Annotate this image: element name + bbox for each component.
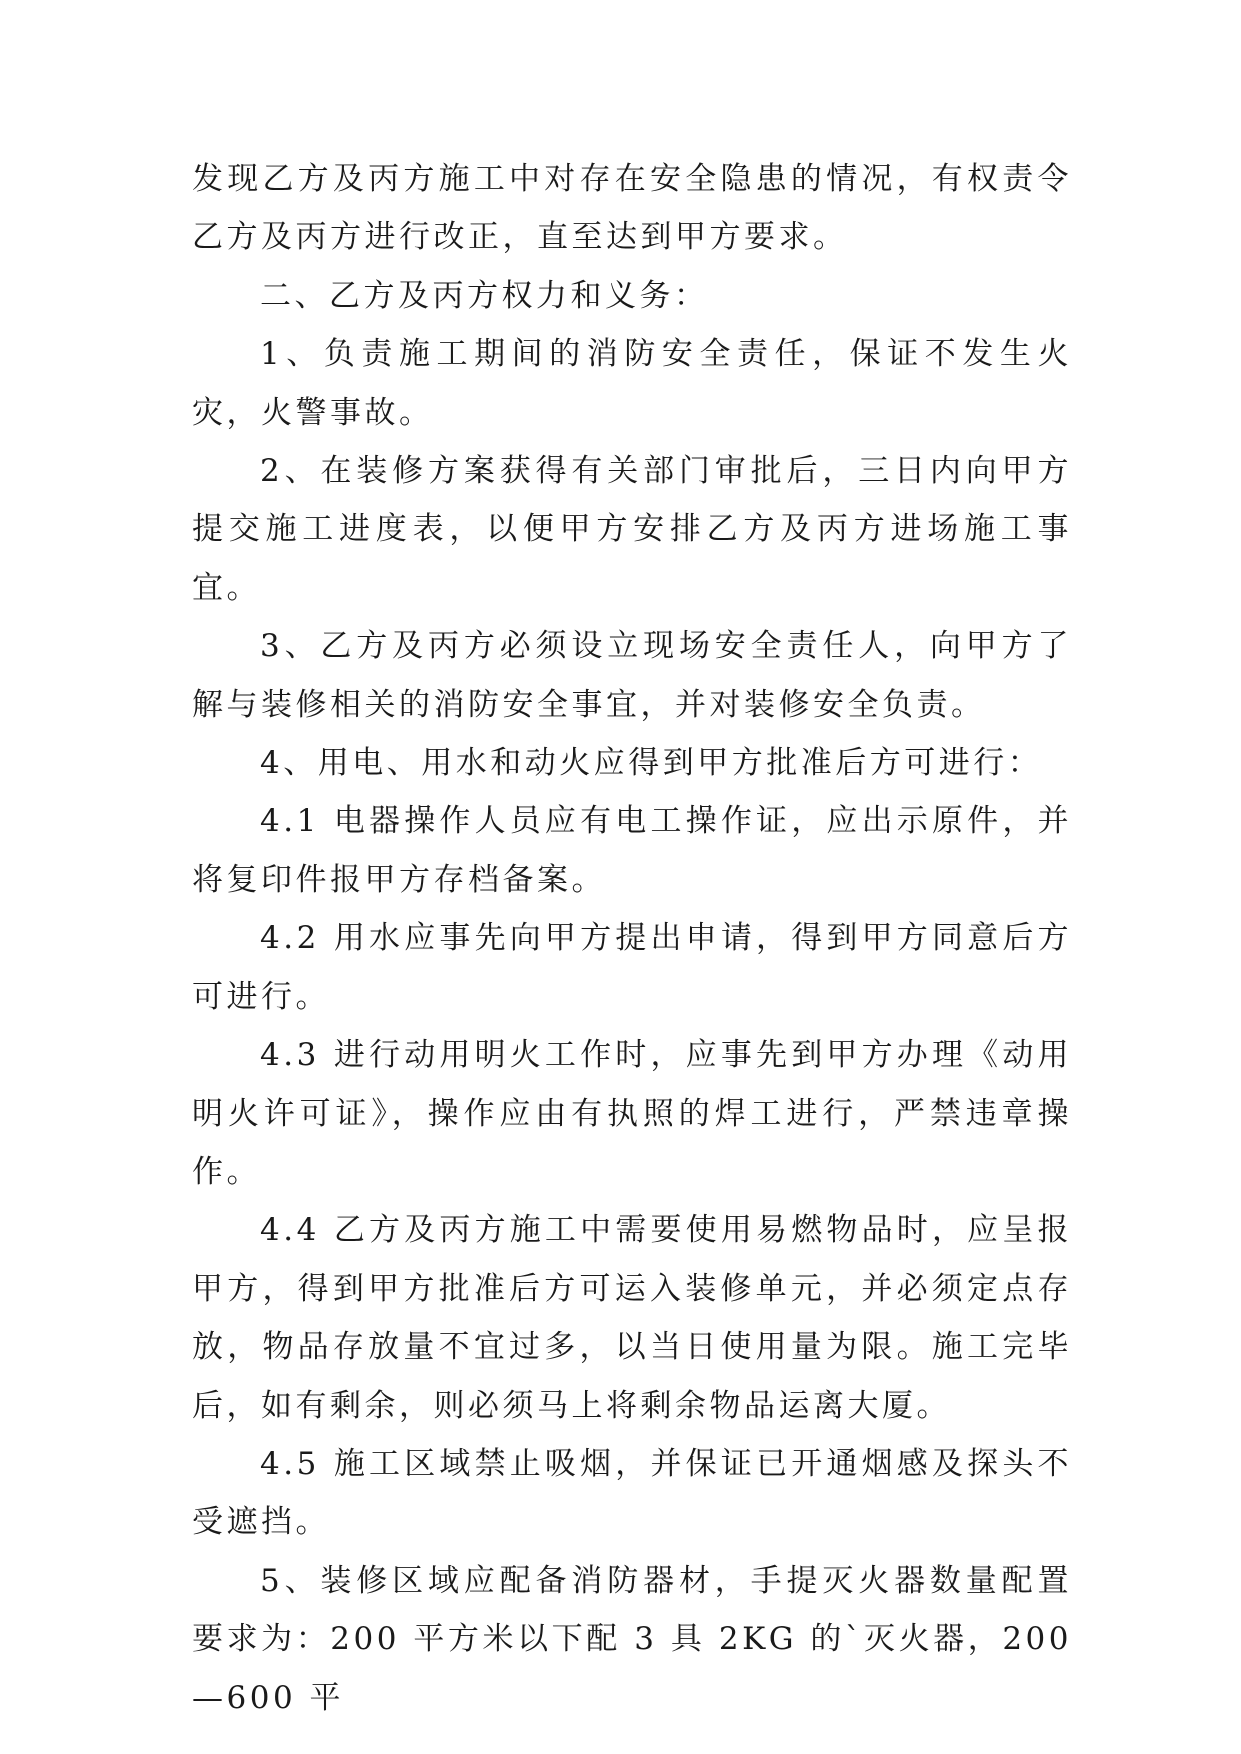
clause-4: 4、用电、用水和动火应得到甲方批准后方可进行： <box>260 745 1043 782</box>
clause-4-3: 4.3 进行动用明火工作时，应事先到甲方办理《动用明火许可证》，操作应由有执照的焊工进行，严禁违章操作。 <box>192 1037 1072 1190</box>
document-body <box>192 150 1072 1727</box>
clause-4-5: 4.5 施工区域禁止吸烟，并保证已开通烟感及探头不受遮挡。 <box>192 1445 1072 1541</box>
clause-4-1: 4.1 电器操作人员应有电工操作证，应出示原件，并将复印件报甲方存档备案。 <box>192 803 1072 898</box>
clause-5: 5、装修区域应配备消防器材，手提灭火器数量配置要求为：200 平方米以下配 3 具 2KG 的`灭火器，200—600 平 <box>192 1562 1072 1716</box>
clause-3: 3、乙方及丙方必须设立现场安全责任人，向甲方了解与装修相关的消防安全事宜，并对装修安全负责。 <box>192 628 1072 723</box>
clause-4-4: 4.4 乙方及丙方施工中需要使用易燃物品时，应呈报甲方，得到甲方批准后方可运入装修单元，并必须定点存放，物品存放量不宜过多，以当日使用量为限。施工完毕后，如有剩余，则必须马上将剩余物品运离大厦。 <box>192 1212 1072 1424</box>
section-heading-rights-obligations: 二、乙方及丙方权力和义务： <box>260 277 709 314</box>
paragraph-continuation: 发现乙方及丙方施工中对存在安全隐患的情况，有权责令乙方及丙方进行改正，直至达到甲方要求。 <box>192 161 1072 256</box>
clause-1: 1、负责施工期间的消防安全责任，保证不发生火灾，火警事故。 <box>192 336 1072 431</box>
clause-2: 2、在装修方案获得有关部门审批后，三日内向甲方提交施工进度表，以便甲方安排乙方及丙方进场施工事宜。 <box>192 453 1072 606</box>
clause-4-2: 4.2 用水应事先向甲方提出申请，得到甲方同意后方可进行。 <box>192 920 1072 1015</box>
